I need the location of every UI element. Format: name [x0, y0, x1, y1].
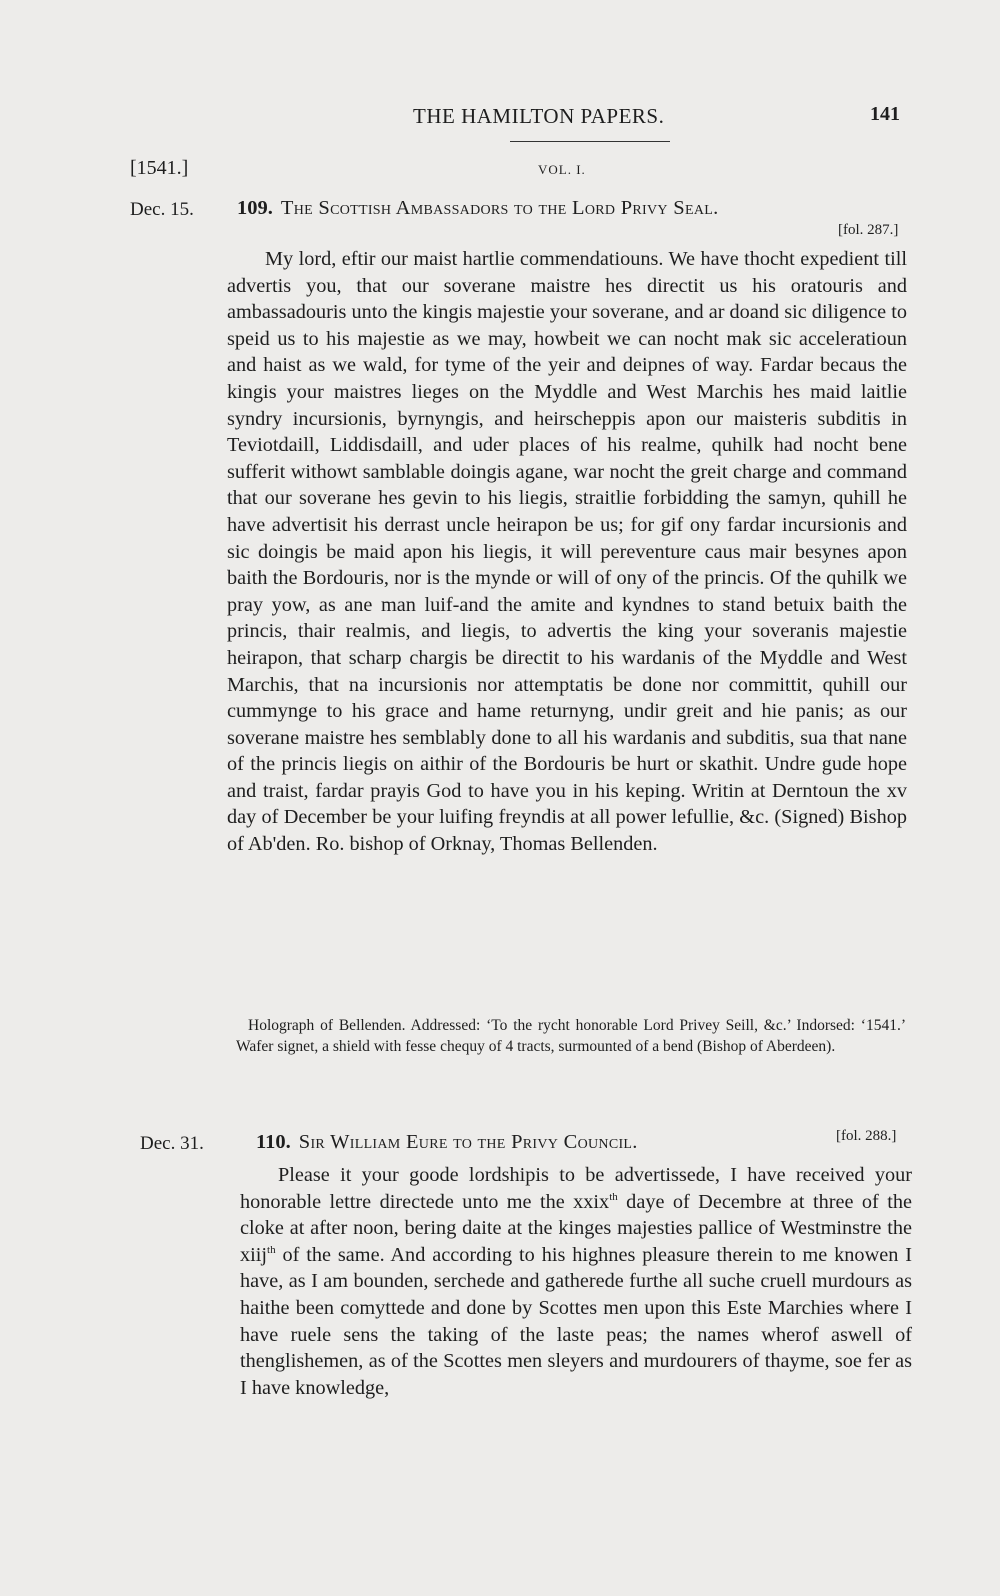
letter-text: Please it your goode lordshipis to be advertissede, I have received your honorable lettre directede unto me the xxix	[240, 1164, 912, 1213]
letter-body	[227, 246, 907, 858]
editorial-note	[236, 1015, 906, 1057]
entry-heading	[256, 1131, 638, 1154]
entry-date: Dec. 15.	[130, 199, 194, 220]
entry-date: Dec. 31.	[140, 1133, 204, 1154]
running-title: THE HAMILTON PAPERS.	[413, 104, 665, 128]
entry-title: Sir William Eure to the Privy Council.	[298, 1131, 638, 1153]
page-number: 141	[870, 103, 900, 125]
entry-title: The Scottish Ambassadors to the Lord Privy Seal.	[280, 197, 719, 219]
year-marker: [1541.]	[130, 157, 189, 179]
entry-number: 110.	[256, 1131, 291, 1153]
folio-reference: [fol. 287.]	[838, 222, 899, 238]
superscript: th	[267, 1244, 276, 1257]
letter-text: of the same. And according to his highnes pleasure therein to me knowen I have, as I am bounden, serchede and gatherede furthe all suche cruell murdours as haithe been comyttede and done by Scottes men upon this Este Marchies where I have ruele sens the taking of the laste peas; the names wherof aswell of thenglishemen, as of the Scottes men sleyers and murdourers of thayme, soe fer as I have knowledge,	[240, 1243, 912, 1399]
superscript: th	[609, 1190, 618, 1203]
entry-number: 109.	[237, 197, 273, 219]
note-paragraph: Holograph of Bellenden. Addressed: ‘To the rycht honorable Lord Privey Seill, &c.’ Indorsed: ‘1541.’ Wafer signet, a shield with fesse chequy of 4 tracts, surmounted of a bend (Bishop of Aberdeen).	[236, 1017, 906, 1055]
header-rule	[510, 141, 670, 142]
letter-text: daye of Decembre at three of the cloke at after noon, bering daite at the kinges majesties pallice of Westminstre the xiij	[240, 1190, 912, 1266]
letter-paragraph: My lord, eftir our maist hartlie commendatiouns. We have thocht expedient till advertis you, that our soverane maistre hes directit us his oratouris and ambassadouris unto the kingis majestie your soverane, and ar doand sic diligence to speid us to his majestie as we may, howbeit we can nocht mak sic acceleratioun and haist as we wald, for tyme of the yeir and deipnes of way. Fardar becaus the kingis your maistres lieges on the Myddle and West Marchis hes maid laitlie syndry incursionis, byrnyngis, and heirscheppis apon our maisteris subditis in Teviotdaill, Liddisdaill, and uder places of his realme, quhilk had nocht bene sufferit withowt samblable doingis agane, war nocht the greit charge and command that our soverane hes gevin to his liegis, straitlie forbidding the samyn, quhill he have advertisit his derrast uncle heirapon be us; for gif ony fardar incursionis and sic doingis be maid apon his liegis, it will pereventure caus mair besynes apon baith the Bordouris, nor is the mynde or will of ony of the princis. Of the quhilk we pray yow, as ane man luif-and the amite and kyndnes to stand betuix baith the princis, thair realmis, and liegis, to advertis the king your soveranis majestie heirapon, that scharp chargis be directit to his wardanis of the Myddle and West Marchis, that na incursionis nor attemptatis be done nor committit, quhill our cummynge to his grace and hame returnyng, undir greit and hie panis; as our soverane maistre hes semblably done to all his wardanis and subditis, sua that nane of the princis liegis on aithir of the Bordouris be hurt or skathit. Undre gude hope and traist, fardar prayis God to have you in his keping. Writin at Derntoun the xv day of December be your luifing freyndis at all power lefullie, &c. (Signed) Bishop of Ab'den. Ro. bishop of Orknay, Thomas Bellenden.	[227, 248, 907, 856]
letter-body	[240, 1162, 912, 1401]
folio-reference: [fol. 288.]	[836, 1128, 897, 1144]
volume-label: VOL. I.	[538, 162, 586, 177]
entry-heading	[237, 197, 719, 220]
letter-paragraph	[240, 1162, 912, 1401]
